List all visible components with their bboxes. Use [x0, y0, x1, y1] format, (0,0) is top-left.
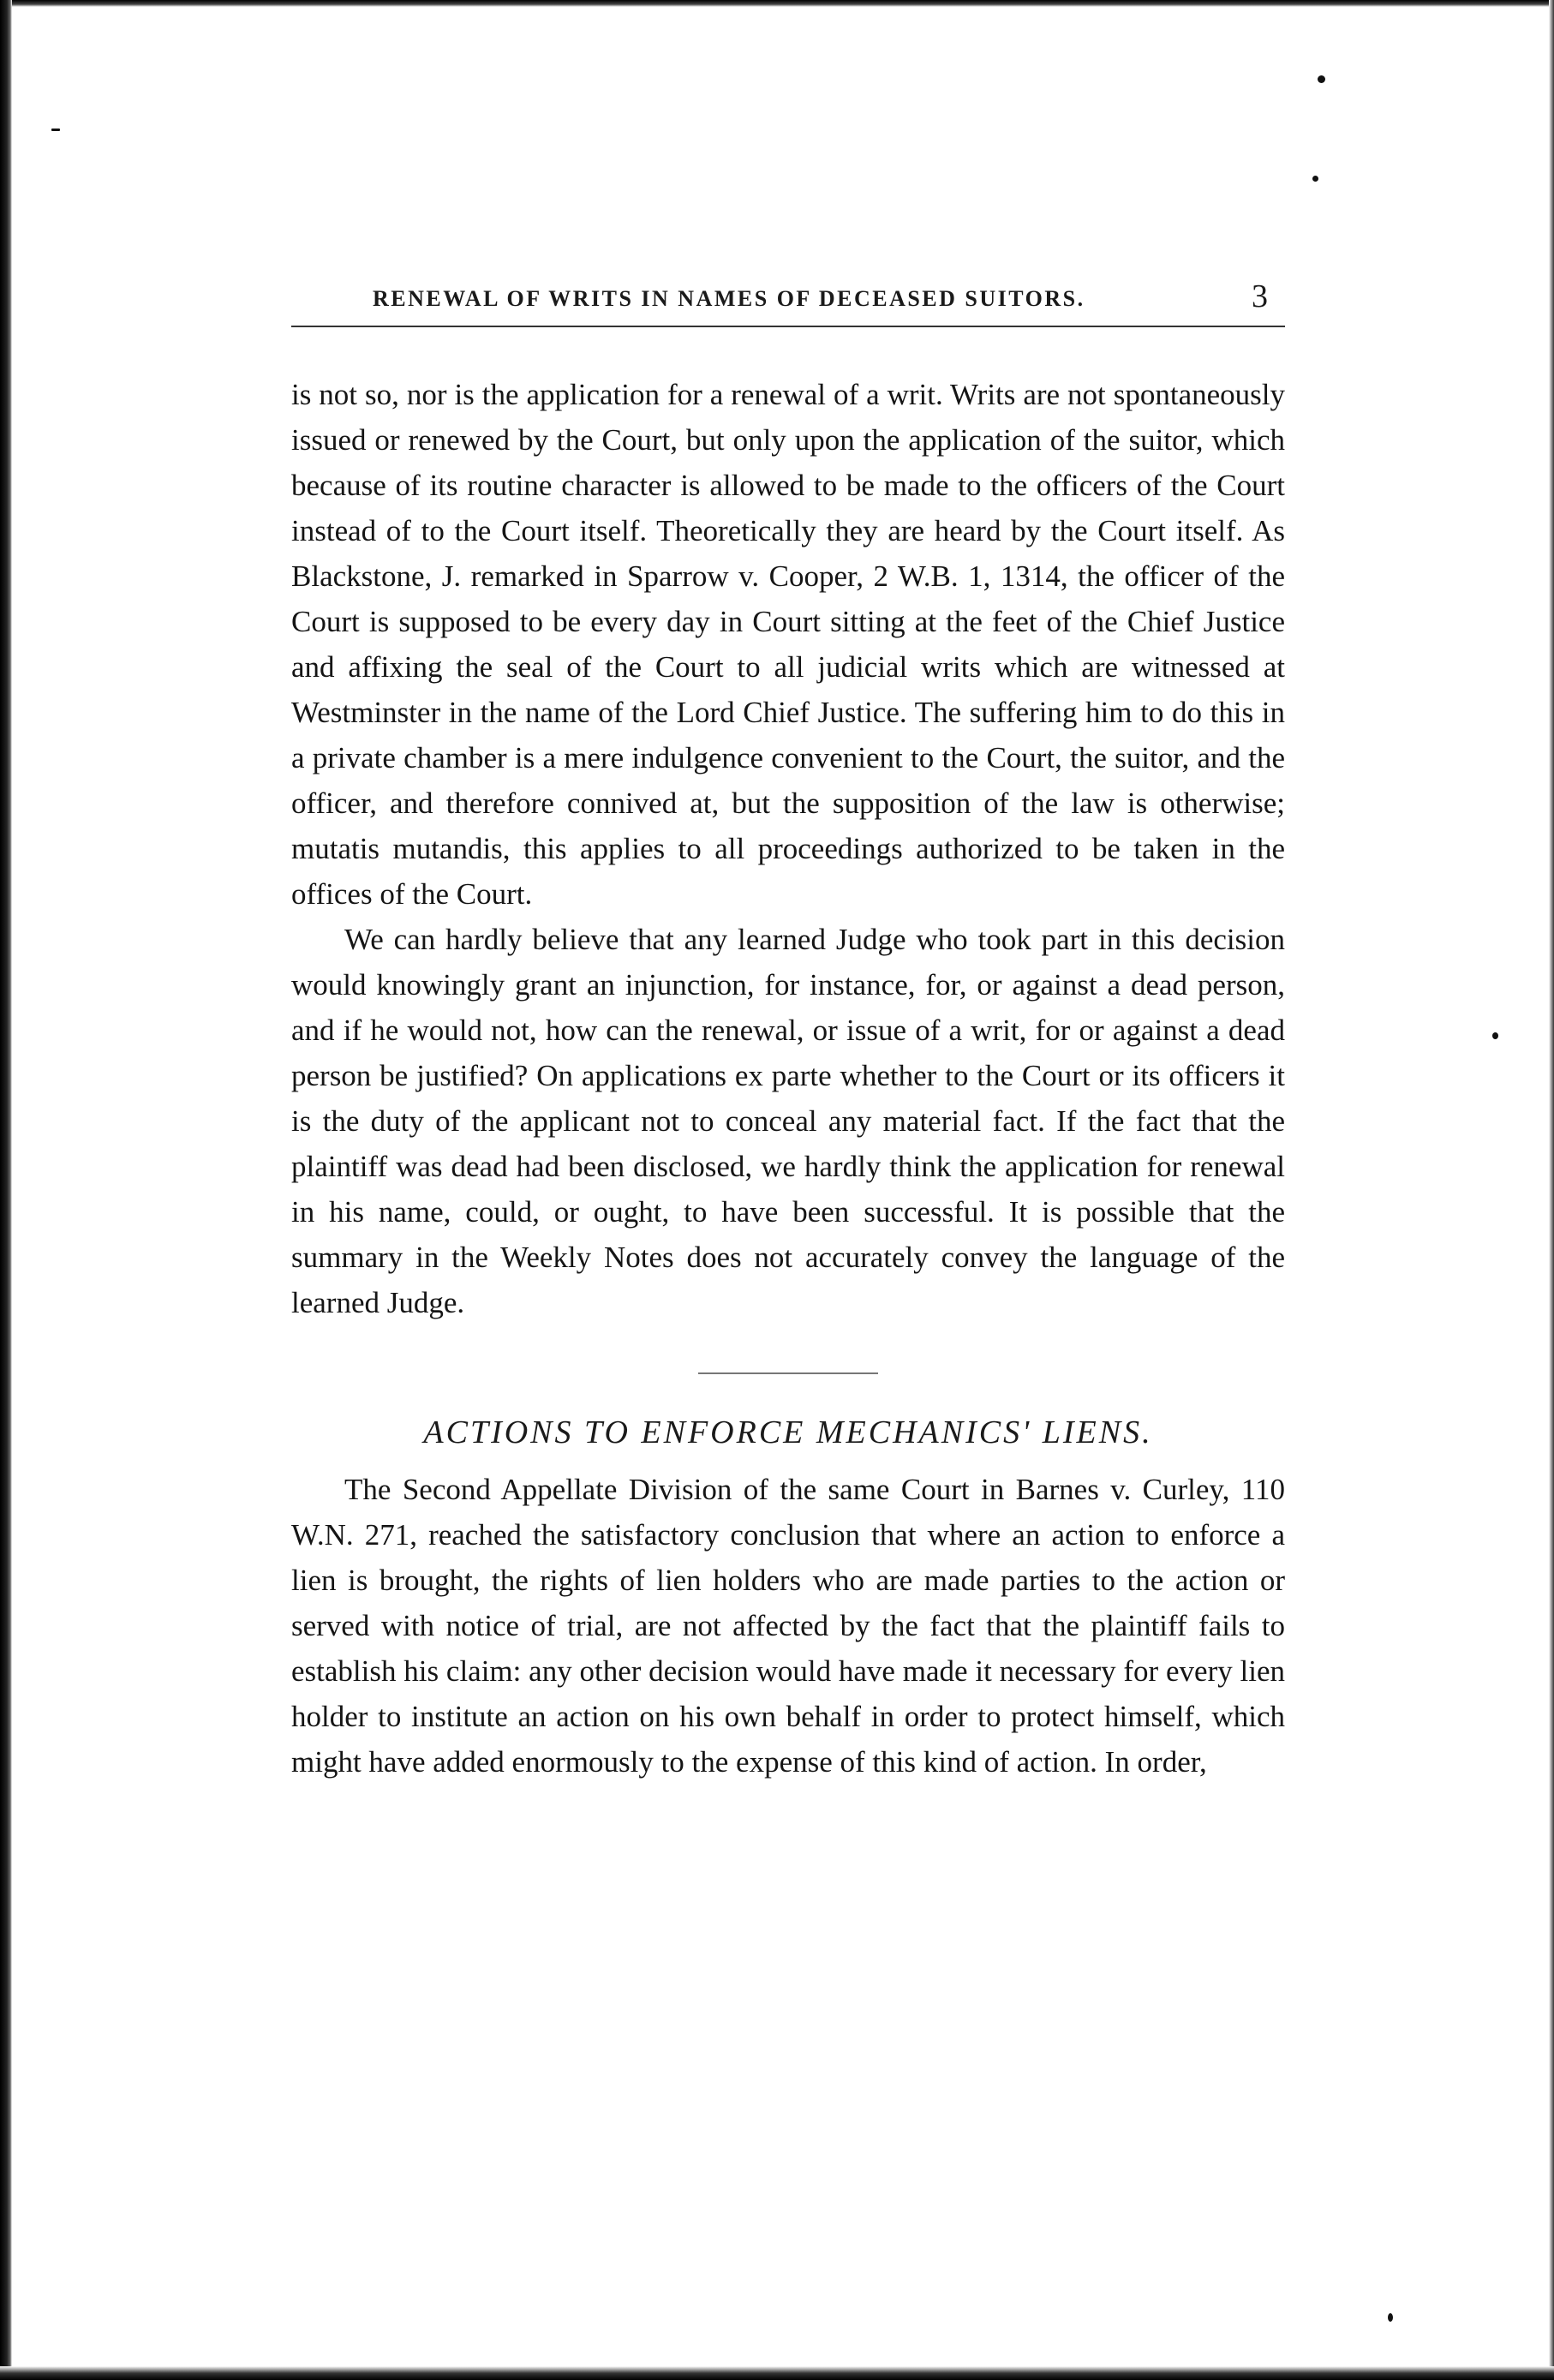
paragraph: is not so, nor is the application for a renewal of a writ. Writs are not spontaneously issued or renewed by the Court, but only upon the application of the suitor, which because of its routine character is allowed to be made to the officers of the Court instead of to the Court itself. Theoretically they are heard by the Court itself. As Blackstone, J. remarked in Sparrow v. Cooper, 2 W.B. 1, 1314, the officer of the Court is supposed to be every day in Court sitting at the feet of the Chief Justice and affixing the seal of the Court to all judicial writs which are witnessed at Westminster in the name of the Lord Chief Justice. The suffering him to do this in a private chamber is a mere indulgence convenient to the Court, the suitor, and the officer, and therefore connived at, but the supposition of the law is otherwise; mutatis mutandis, this applies to all proceedings authorized to be taken in the offices of the Court.: [291, 378, 1285, 911]
scan-border-bottom: [0, 2366, 1554, 2380]
paragraph: The Second Appellate Division of the same Court in Barnes v. Curley, 110 W.N. 271, reached the satisfactory conclusion that where an action to enforce a lien is brought, the rights of lien holders who are made parties to the action or served with notice of trial, are not affected by the fact that the plaintiff fails to establish his claim: any other decision would have made it necessary for every lien holder to institute an action on his own behalf in order to protect himself, which might have added enormously to the expense of this kind of action. In order,: [291, 1473, 1285, 1779]
running-title: RENEWAL OF WRITS IN NAMES OF DECEASED SUITORS.: [373, 286, 1085, 311]
scan-speck: [1312, 176, 1318, 182]
page-number: 3: [1252, 278, 1268, 314]
running-header: [291, 278, 1285, 327]
scan-speck: [1492, 1032, 1498, 1039]
scan-speck: [1388, 2313, 1393, 2322]
scan-speck: [1318, 75, 1325, 83]
article-body: [291, 372, 1285, 1325]
scan-border-left: [0, 0, 12, 2380]
paragraph: We can hardly believe that any learned Judge who took part in this decision would knowingly grant an injunction, for instance, for, or against a dead person, and if he would not, how can the renewal, or issue of a writ, for or against a dead person be justified? On applications ex parte whether to the Court or its officers it is the duty of the applicant not to conceal any material fact. If the fact that the plaintiff was dead had been disclosed, we hardly think the application for renewal in his name, could, or ought, to have been successful. It is possible that the summary in the Weekly Notes does not accurately convey the language of the learned Judge.: [291, 923, 1285, 1319]
book-page: [291, 278, 1285, 1785]
scan-border-right: [1549, 0, 1554, 2380]
section-body: [291, 1467, 1285, 1785]
scan-speck: [51, 129, 60, 131]
section-heading: ACTIONS TO ENFORCE MECHANICS' LIENS.: [423, 1414, 1153, 1450]
section-divider: [698, 1372, 878, 1374]
scan-border-top: [0, 0, 1554, 7]
